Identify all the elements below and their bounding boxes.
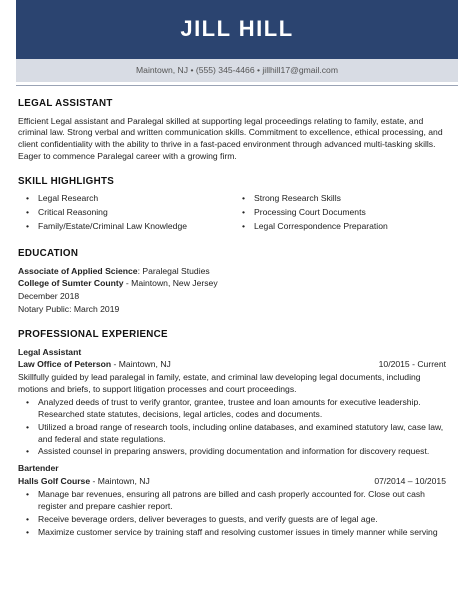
skill-item: • Critical Reasoning <box>26 207 234 219</box>
candidate-name: JILL HILL <box>180 16 294 41</box>
resume-body <box>18 97 450 550</box>
job-title: Legal Assistant <box>18 346 82 357</box>
graduation-date: December 2018 <box>18 291 80 302</box>
summary-section <box>18 97 450 163</box>
school-name: College of Sumter County <box>18 278 124 289</box>
job-bullet: • Analyzed deeds of trust to verify grantor, grantee, trustee and loan amounts for executive leadership. Researched state statutes, decisions, legal articles, codes and documents. <box>26 397 450 421</box>
degree-line <box>18 266 450 278</box>
job-employer <box>18 359 171 371</box>
header-divider <box>16 85 458 86</box>
school-line <box>18 278 450 290</box>
company-location: - Maintown, NJ <box>90 476 150 487</box>
skill-item: • Legal Research <box>26 193 234 205</box>
skills-list <box>18 193 450 235</box>
job-bullet: • Utilized a broad range of research tools, including online databases, and examined statutory law, case law, and federal and state regulations. <box>26 422 450 446</box>
job-employer <box>18 476 150 488</box>
job-bullet: • Maximize customer service by training staff and resolving customer issues in timely manner while serving <box>26 527 450 539</box>
job-description: Skillfully guided by lead paralegal in family, estate, and criminal law developing legal documents, including motions and briefs, to support litigation processes and court proceedings. <box>18 372 421 395</box>
degree-label: Associate of Applied Science <box>18 265 138 276</box>
skill-item: • Family/Estate/Criminal Law Knowledge <box>26 221 234 233</box>
skills-column-right <box>234 193 450 235</box>
school-location: - Maintown, New Jersey <box>123 278 218 289</box>
job-entry <box>18 347 450 459</box>
education-section <box>18 247 450 316</box>
skill-item: • Legal Correspondence Preparation <box>242 221 450 233</box>
summary-text: Efficient Legal assistant and Paralegal skilled at supporting legal proceedings relating to family, estate, and criminal law. Strong verbal and written communication skills. Commitment to excellence, ethical processing, and client confidentiality with the ability to thrive in a fast-paced environment through advanced multi-tasking skills. Eager to commence Paralegal career with a growing firm. <box>18 115 443 162</box>
job-dates: 10/2015 - Current <box>378 359 446 370</box>
job-title: Bartender <box>18 463 59 474</box>
degree-field: : Paralegal Studies <box>137 265 210 276</box>
skills-column-left <box>18 193 234 235</box>
contact-info: Maintown, NJ • (555) 345-4466 • jillhill17@gmail.com <box>16 59 458 82</box>
job-entry <box>18 463 450 538</box>
summary-heading: LEGAL ASSISTANT <box>18 98 113 109</box>
job-bullets <box>18 397 450 458</box>
resume-header <box>16 0 458 59</box>
job-header <box>18 359 450 371</box>
company-name: Halls Golf Course <box>18 476 91 487</box>
skill-item: • Strong Research Skills <box>242 193 450 205</box>
skills-section <box>18 175 450 235</box>
experience-section <box>18 328 450 538</box>
job-bullet: • Manage bar revenues, ensuring all patrons are billed and cash properly accounted for. Close out cash register and prepare cashier report. <box>26 489 450 513</box>
job-bullet: • Receive beverage orders, deliver beverages to guests, and verify guests are of legal age. <box>26 514 450 526</box>
job-header <box>18 476 450 488</box>
job-dates: 07/2014 – 10/2015 <box>374 476 446 487</box>
skill-item: • Processing Court Documents <box>242 207 450 219</box>
job-bullets <box>18 489 450 538</box>
education-heading: EDUCATION <box>18 248 79 260</box>
job-bullet: • Assisted counsel in preparing answers, providing documentation and information for discovery request. <box>26 446 450 458</box>
skills-heading: SKILL HIGHLIGHTS <box>18 175 115 187</box>
company-name: Law Office of Peterson <box>18 359 112 370</box>
experience-heading: PROFESSIONAL EXPERIENCE <box>18 329 168 340</box>
notary-line: Notary Public: March 2019 <box>18 304 120 315</box>
company-location: - Maintown, NJ <box>111 359 171 370</box>
